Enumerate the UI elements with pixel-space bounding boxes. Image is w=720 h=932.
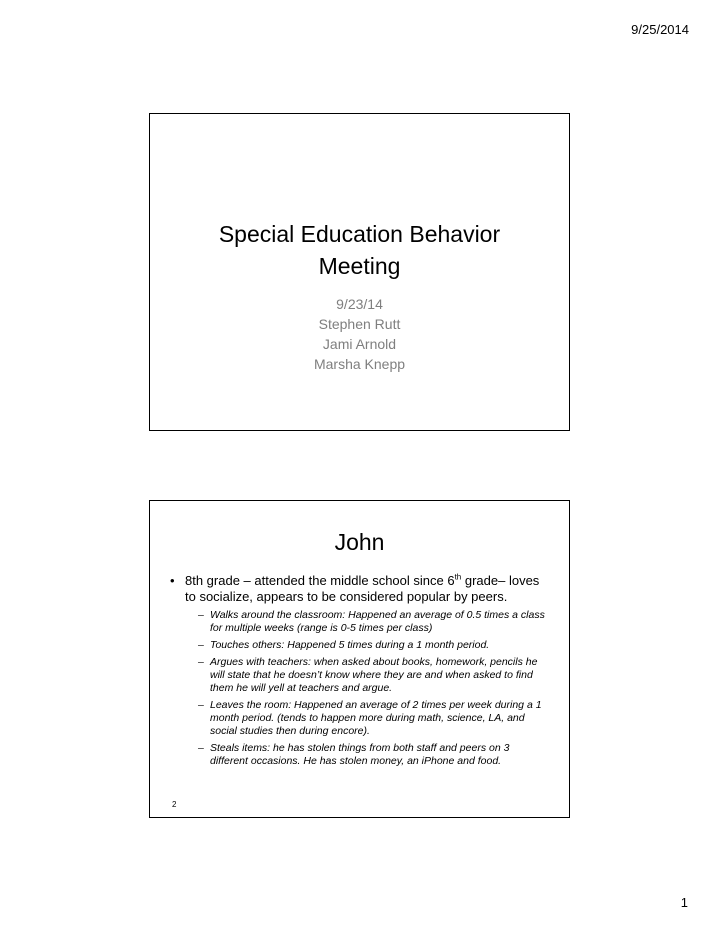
attendee-name: Stephen Rutt (318, 316, 401, 332)
meeting-date: 9/23/14 (336, 296, 383, 312)
superscript-th: th (454, 572, 462, 582)
slide-2-content (170, 573, 549, 772)
main-bullet-text: 8th grade – attended the middle school since 6th grade– loves to socialize, appears to be considered popular by peers. (185, 572, 540, 604)
sub-bullet-text: Touches others: Happened 5 times during a 1 month period. (210, 639, 490, 651)
sub-bullet-item (198, 609, 545, 635)
dash-icon: – (198, 742, 204, 754)
slide-1-title (150, 218, 569, 282)
sub-bullet-item (198, 656, 545, 695)
sub-bullet-item (198, 699, 545, 738)
attendee-name: Jami Arnold (322, 336, 397, 352)
dash-icon: – (198, 639, 204, 651)
slide-number: 2 (172, 800, 177, 809)
sub-bullet-text: Steals items: he has stolen things from both staff and peers on 3 different occasions. He has stolen money, an iPhone and food. (210, 742, 510, 767)
sub-bullet-item (198, 742, 545, 768)
title-line-1: Special Education Behavior (218, 221, 501, 247)
attendee-name: Marsha Knepp (313, 356, 406, 372)
page-number: 1 (680, 895, 688, 910)
slide-2 (149, 500, 570, 818)
sub-bullet-text: Leaves the room: Happened an average of 2 times per week during a 1 month period. (tends to happen more during math, science, LA, and social studies then during encore). (210, 699, 542, 737)
page-date: 9/25/2014 (631, 22, 689, 37)
dash-icon: – (198, 609, 204, 621)
sub-bullet-item (198, 639, 545, 652)
slide-1 (149, 113, 570, 431)
dash-icon: – (198, 699, 204, 711)
bullet-icon: • (170, 573, 175, 588)
slide-1-subtitle (150, 294, 569, 374)
slide-2-title: John (334, 529, 385, 555)
dash-icon: – (198, 656, 204, 668)
sub-bullet-list (198, 609, 545, 768)
sub-bullet-text: Walks around the classroom: Happened an average of 0.5 times a class for multiple weeks (range is 0-5 times per class) (210, 609, 545, 634)
sub-bullet-text: Argues with teachers: when asked about books, homework, pencils he will state that he doesn’t know where they are and when asked to find them he will yell at teachers and argue. (210, 656, 538, 694)
main-bullet (170, 573, 549, 605)
title-line-2: Meeting (318, 253, 401, 279)
